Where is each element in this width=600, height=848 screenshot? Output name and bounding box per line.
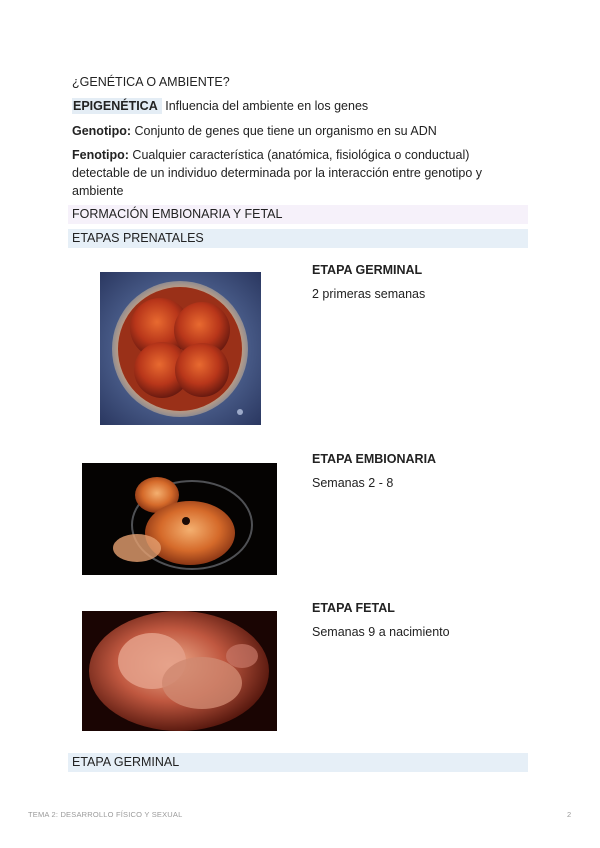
germinal-stage-image — [100, 272, 261, 425]
stage-desc-fetal: Semanas 9 a nacimiento — [312, 625, 450, 639]
footer-title: TEMA 2: DESARROLLO FÍSICO Y SEXUAL — [28, 810, 183, 819]
stage-desc-embrionaria: Semanas 2 - 8 — [312, 476, 394, 490]
genotipo-line — [72, 123, 437, 139]
fenotipo-line-2: detectable de un individuo determinada por la interacción entre genotipo y — [72, 166, 482, 180]
section-etapa-germinal: ETAPA GERMINAL — [68, 753, 528, 772]
stage-title-embrionaria: ETAPA EMBIONARIA — [312, 452, 437, 466]
fenotipo-line-1 — [72, 147, 469, 163]
fenotipo-term: Fenotipo: — [72, 148, 129, 162]
stage-desc-germinal: 2 primeras semanas — [312, 287, 426, 301]
footer-page-number: 2 — [567, 810, 572, 819]
fenotipo-line-3: ambiente — [72, 184, 124, 198]
genotipo-term: Genotipo: — [72, 124, 132, 138]
epigenetica-definition: Influencia del ambiente en los genes — [161, 99, 369, 113]
embryonic-stage-image — [82, 463, 277, 575]
fetal-stage-image — [82, 611, 277, 731]
stage-title-fetal: ETAPA FETAL — [312, 601, 395, 615]
section-etapas: ETAPAS PRENATALES — [68, 229, 528, 248]
epigenetica-term: EPIGENÉTICA — [72, 98, 162, 114]
epigenetica-line — [72, 98, 368, 114]
genotipo-definition: Conjunto de genes que tiene un organismo en su ADN — [131, 124, 437, 138]
section-formacion: FORMACIÓN EMBIONARIA Y FETAL — [68, 205, 528, 224]
fenotipo-definition-1: Cualquier característica (anatómica, fisiológica o conductual) — [128, 148, 470, 162]
page-heading: ¿GENÉTICA O AMBIENTE? — [72, 75, 230, 89]
stage-title-germinal: ETAPA GERMINAL — [312, 263, 423, 277]
